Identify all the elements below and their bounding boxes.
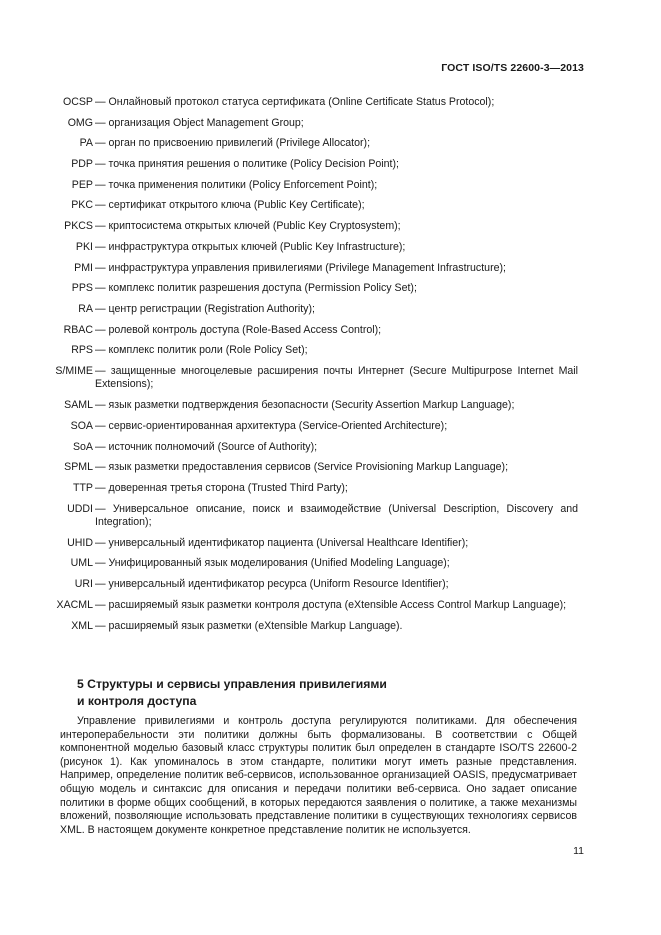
abbreviation-definition: — организация Object Management Group;: [95, 116, 304, 129]
abbreviation-term: OMG: [67, 116, 93, 129]
abbreviation-term: TTP: [72, 481, 93, 494]
abbreviation-definition: — Унифицированный язык моделирования (Unified Modeling Language);: [95, 557, 450, 570]
abbreviation-list: [0, 96, 661, 640]
abbreviation-definition: — центр регистрации (Registration Authority);: [95, 302, 315, 315]
abbreviation-row: [0, 441, 661, 455]
abbreviation-row: [0, 199, 661, 213]
abbreviation-definition: — язык разметки подтверждения безопасности (Security Assertion Markup Language);: [95, 399, 515, 412]
abbreviation-definition: — сервис-ориентированная архитектура (Service-Oriented Architecture);: [95, 419, 448, 432]
abbreviation-definition: — Универсальное описание, поиск и взаимодействие (Universal Description, Discovery and Integration);: [95, 502, 578, 529]
abbreviation-term: PPS: [71, 282, 93, 295]
abbreviation-definition: — орган по присвоению привилегий (Privilege Allocator);: [95, 137, 371, 150]
abbreviation-row: [0, 220, 661, 234]
abbreviation-term: PKCS: [64, 220, 93, 233]
abbreviation-row: [0, 324, 661, 338]
abbreviation-row: [0, 158, 661, 172]
abbreviation-term: SAML: [64, 399, 93, 412]
page-number: 11: [573, 845, 584, 857]
abbreviation-definition: — источник полномочий (Source of Authority);: [95, 440, 318, 453]
abbreviation-term: S/MIME: [55, 364, 93, 377]
abbreviation-term: SPML: [64, 461, 93, 474]
abbreviation-row: [0, 282, 661, 296]
abbreviation-row: [0, 137, 661, 151]
abbreviation-row: [0, 365, 661, 392]
abbreviation-definition: — ролевой контроль доступа (Role-Based Access Control);: [95, 323, 382, 336]
abbreviation-term: RPS: [71, 344, 93, 357]
abbreviation-row: [0, 482, 661, 496]
abbreviation-definition: — точка принятия решения о политике (Policy Decision Point);: [95, 158, 399, 171]
abbreviation-row: [0, 599, 661, 613]
abbreviation-term: SoA: [72, 440, 93, 453]
abbreviation-term: PDP: [71, 158, 93, 171]
abbreviation-term: RA: [78, 302, 93, 315]
abbreviation-term: PMI: [74, 261, 93, 274]
abbreviation-definition: — комплекс политик роли (Role Policy Set);: [95, 344, 308, 357]
abbreviation-term: PKC: [71, 199, 93, 212]
abbreviation-term: RBAC: [63, 323, 93, 336]
abbreviation-row: [0, 578, 661, 592]
abbreviation-row: [0, 344, 661, 358]
abbreviation-row: [0, 399, 661, 413]
abbreviation-term: PA: [79, 137, 93, 150]
abbreviation-term: UDDI: [67, 502, 93, 515]
abbreviation-term: XML: [71, 619, 93, 632]
abbreviation-row: [0, 117, 661, 131]
standard-header: ГОСТ ISO/TS 22600-3—2013: [441, 62, 584, 74]
section-heading-line1: 5 Структуры и сервисы управления привилегиями: [77, 677, 387, 691]
abbreviation-term: UHID: [67, 536, 93, 549]
abbreviation-definition: — комплекс политик разрешения доступа (Permission Policy Set);: [95, 282, 417, 295]
abbreviation-row: [0, 303, 661, 317]
abbreviation-definition: — защищенные многоцелевые расширения почты Интернет (Secure Multipurpose Internet Mail Extensions);: [95, 364, 578, 391]
abbreviation-row: [0, 537, 661, 551]
abbreviation-row: [0, 557, 661, 571]
abbreviation-definition: — расширяемый язык разметки контроля доступа (eXtensible Access Control Markup Language);: [95, 598, 567, 611]
abbreviation-definition: — язык разметки предоставления сервисов (Service Provisioning Markup Language);: [95, 461, 509, 474]
abbreviation-row: [0, 503, 661, 530]
abbreviation-term: UML: [70, 557, 93, 570]
abbreviation-definition: — точка применения политики (Policy Enforcement Point);: [95, 178, 378, 191]
abbreviation-term: PEP: [71, 178, 93, 191]
section-heading-line2: и контроля доступа: [77, 693, 197, 708]
abbreviation-row: [0, 461, 661, 475]
abbreviation-term: SOA: [70, 419, 93, 432]
abbreviation-definition: — криптосистема открытых ключей (Public Key Cryptosystem);: [95, 220, 401, 233]
abbreviation-row: [0, 241, 661, 255]
abbreviation-definition: — доверенная третья сторона (Trusted Third Party);: [95, 481, 348, 494]
abbreviation-row: [0, 620, 661, 634]
abbreviation-term: XACML: [56, 598, 93, 611]
abbreviation-definition: — инфраструктура открытых ключей (Public Key Infrastructure);: [95, 240, 406, 253]
abbreviation-definition: — универсальный идентификатор ресурса (Uniform Resource Identifier);: [95, 578, 449, 591]
abbreviation-term: PKI: [75, 240, 93, 253]
abbreviation-definition: — сертификат открытого ключа (Public Key Certificate);: [95, 199, 365, 212]
abbreviation-row: [0, 96, 661, 110]
section-paragraph: Управление привилегиями и контроль доступа регулируются политиками. Для обеспечения интероперабельности эти политики должны быть формализованы. В соответствии с Общей компонентной моделью базовый класс структуры политик был определен в стандарте ISO/TS 22600-2 (рисунок 1). Как упоминалось в этом стандарте, политики могут иметь разные представления. Например, определение политик веб-сервисов, использованное организацией OASIS, предусматривает общую модель и синтаксис для описания и передачи политики веб-сервиса. Оно задает описание политики в форме общих сообщений, в которых передаются заявления о политике, а также механизмы вложений, позволяющие использовать представление политики в существующих технологиях сервисов XML. В настоящем документе конкретное представление политик не используется.: [60, 715, 577, 836]
abbreviation-definition: — Онлайновый протокол статуса сертификата (Online Certificate Status Protocol);: [95, 96, 495, 108]
abbreviation-row: [0, 262, 661, 276]
abbreviation-term: OCSP: [62, 96, 93, 108]
section-heading: [77, 676, 387, 709]
abbreviation-row: [0, 420, 661, 434]
abbreviation-definition: — расширяемый язык разметки (eXtensible Markup Language).: [95, 619, 403, 632]
abbreviation-definition: — инфраструктура управления привилегиями (Privilege Management Infrastructure);: [95, 261, 506, 274]
abbreviation-row: [0, 179, 661, 193]
abbreviation-definition: — универсальный идентификатор пациента (Universal Healthcare Identifier);: [95, 536, 469, 549]
abbreviation-term: URI: [74, 578, 93, 591]
